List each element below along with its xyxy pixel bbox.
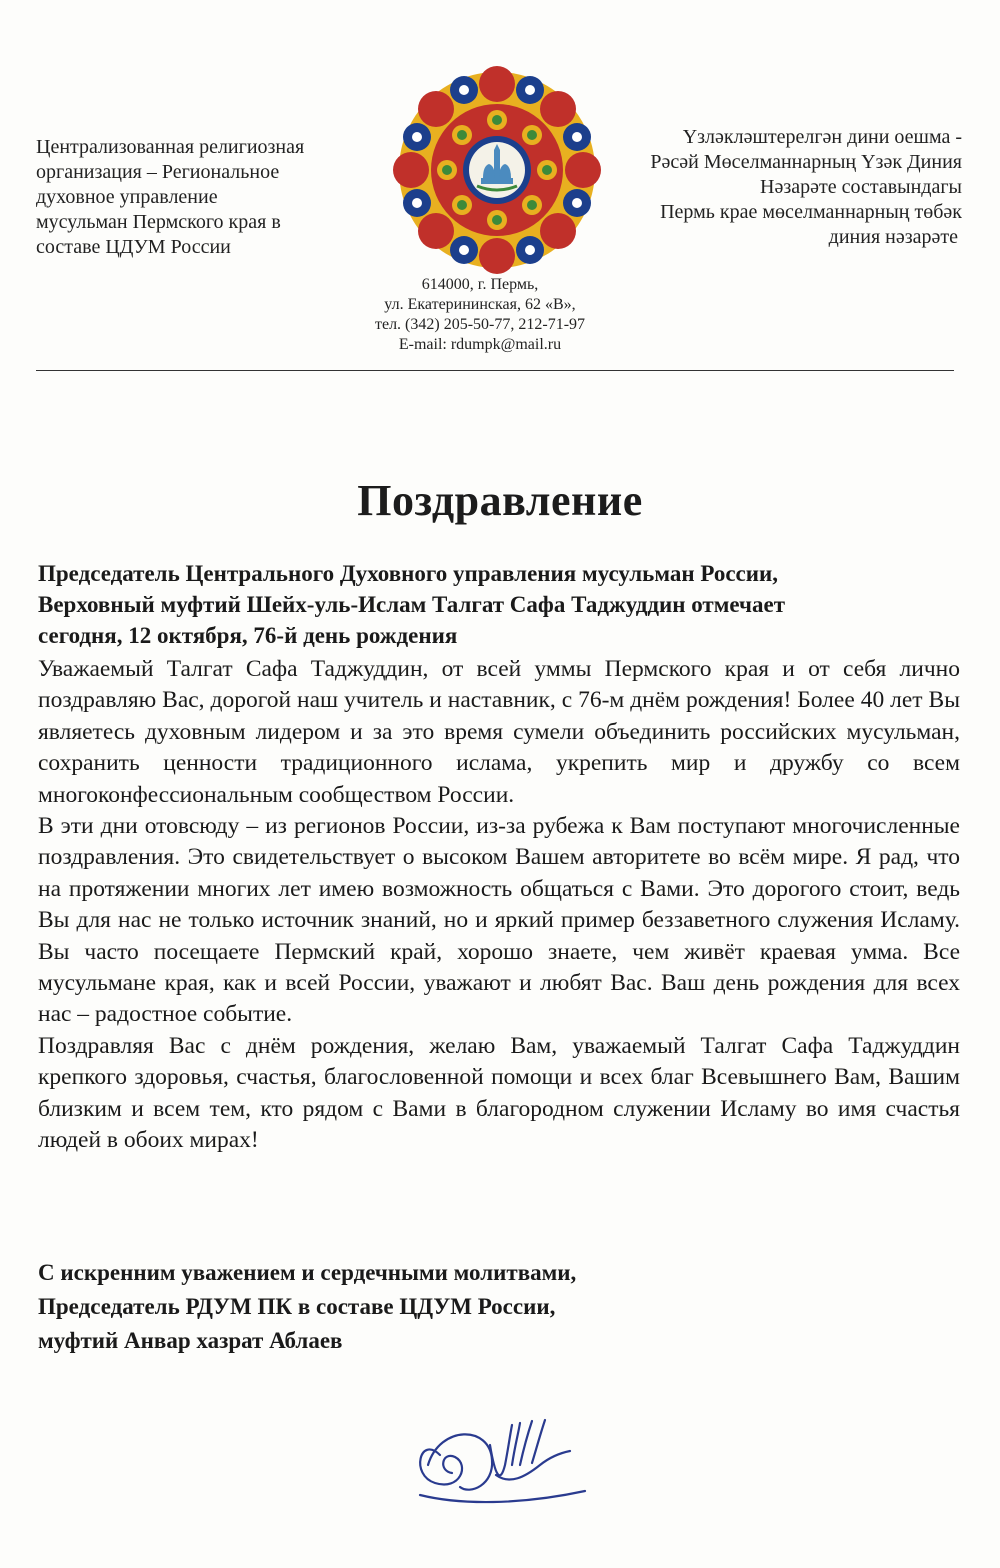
- contact-email: E-mail: rdumpk@mail.ru: [398, 336, 562, 353]
- org-name-tatar-line: диния нәзарәте: [828, 226, 958, 248]
- body-paragraph: Уважаемый Талгат Сафа Таджуддин, от всей уммы Пермского края и от себя лично поздравляю Вас, дорогой наш учитель и наставник, с 76-м днём рождения! Более 40 лет Вы являетесь духовным лидером и за это время сумели объединить российских мусульман, сохранить ценности традиционного ислама, укрепить мир и дружбу со всем многоконфессиональным сообществом России.: [38, 656, 960, 808]
- org-name-russian-line: Централизованная религиозная: [36, 136, 305, 158]
- org-name-tatar-line: Пермь крае мөселманнарның төбәк: [660, 201, 962, 223]
- document-title: Поздравление: [357, 476, 643, 525]
- body-paragraph: В эти дни отовсюду – из регионов России, из-за рубежа к Вам поступают многочисленные поздравления. Это свидетельствует о высоком Вашем авторитете во всём мире. Я рад, что на протяжении многих лет имею возможность общаться с Вами. Это дорогого стоит, ведь Вы для нас не только источник знаний, но и яркий пример беззаветного служения Исламу. Вы часто посещаете Пермский край, хорошо знаете, чем живёт краевая умма. Все мусульмане края, как и всей России, уважают и любят Вас. Ваш день рождения для всех нас – радостное событие.: [38, 813, 960, 1028]
- intro-line: сегодня, 12 октября, 76-й день рождения: [38, 623, 458, 648]
- org-name-tatar: [592, 125, 962, 250]
- closing-line: муфтий Анвар хазрат Аблаев: [38, 1328, 343, 1353]
- org-name-tatar-line: Үзләкләштерелгән дини оешма -: [682, 126, 962, 148]
- body-paragraph: Поздравляя Вас с днём рождения, желаю Вам, уважаемый Талгат Сафа Таджуддин крепкого здоровья, счастья, благословенной помощи и всех благ Всевышнего Вам, Вашим близким и всем тем, кто рядом с Вами в благородном служении Исламу во имя счастья людей в обоих мирах!: [38, 1032, 960, 1154]
- closing-line: Председатель РДУМ ПК в составе ЦДУМ России,: [38, 1294, 556, 1319]
- letter-body: [38, 654, 960, 1157]
- intro-heading: [38, 558, 960, 651]
- handwritten-signature-icon: [400, 1405, 600, 1515]
- contact-phone: тел. (342) 205-50-77, 212-71-97: [374, 316, 586, 333]
- contact-street: ул. Екатерининская, 62 «В»,: [384, 296, 576, 313]
- org-name-russian-line: духовное управление: [36, 186, 218, 208]
- contact-block: [330, 275, 630, 355]
- intro-line: Верховный муфтий Шейх-уль-Ислам Талгат Сафа Таджуддин отмечает: [38, 592, 786, 617]
- org-name-tatar-line: Рәсәй Мөселманнарның Үзәк Диния: [650, 151, 962, 173]
- closing-line: С искренним уважением и сердечными молитвами,: [38, 1260, 577, 1285]
- closing-block: [38, 1256, 576, 1358]
- org-name-russian-line: организация – Региональное: [36, 161, 280, 183]
- org-name-russian-line: составе ЦДУМ России: [36, 236, 231, 258]
- mosque-ornament-emblem-icon: [382, 65, 612, 275]
- intro-line: Председатель Центрального Духовного управления мусульман России,: [38, 561, 778, 586]
- org-name-russian-line: мусульман Пермского края в: [36, 211, 281, 233]
- org-name-tatar-line: Нәзарәте составындагы: [760, 176, 962, 198]
- header-divider: [36, 370, 954, 371]
- contact-postal-code: 614000, г. Пермь,: [421, 276, 539, 293]
- org-name-russian: [36, 135, 366, 260]
